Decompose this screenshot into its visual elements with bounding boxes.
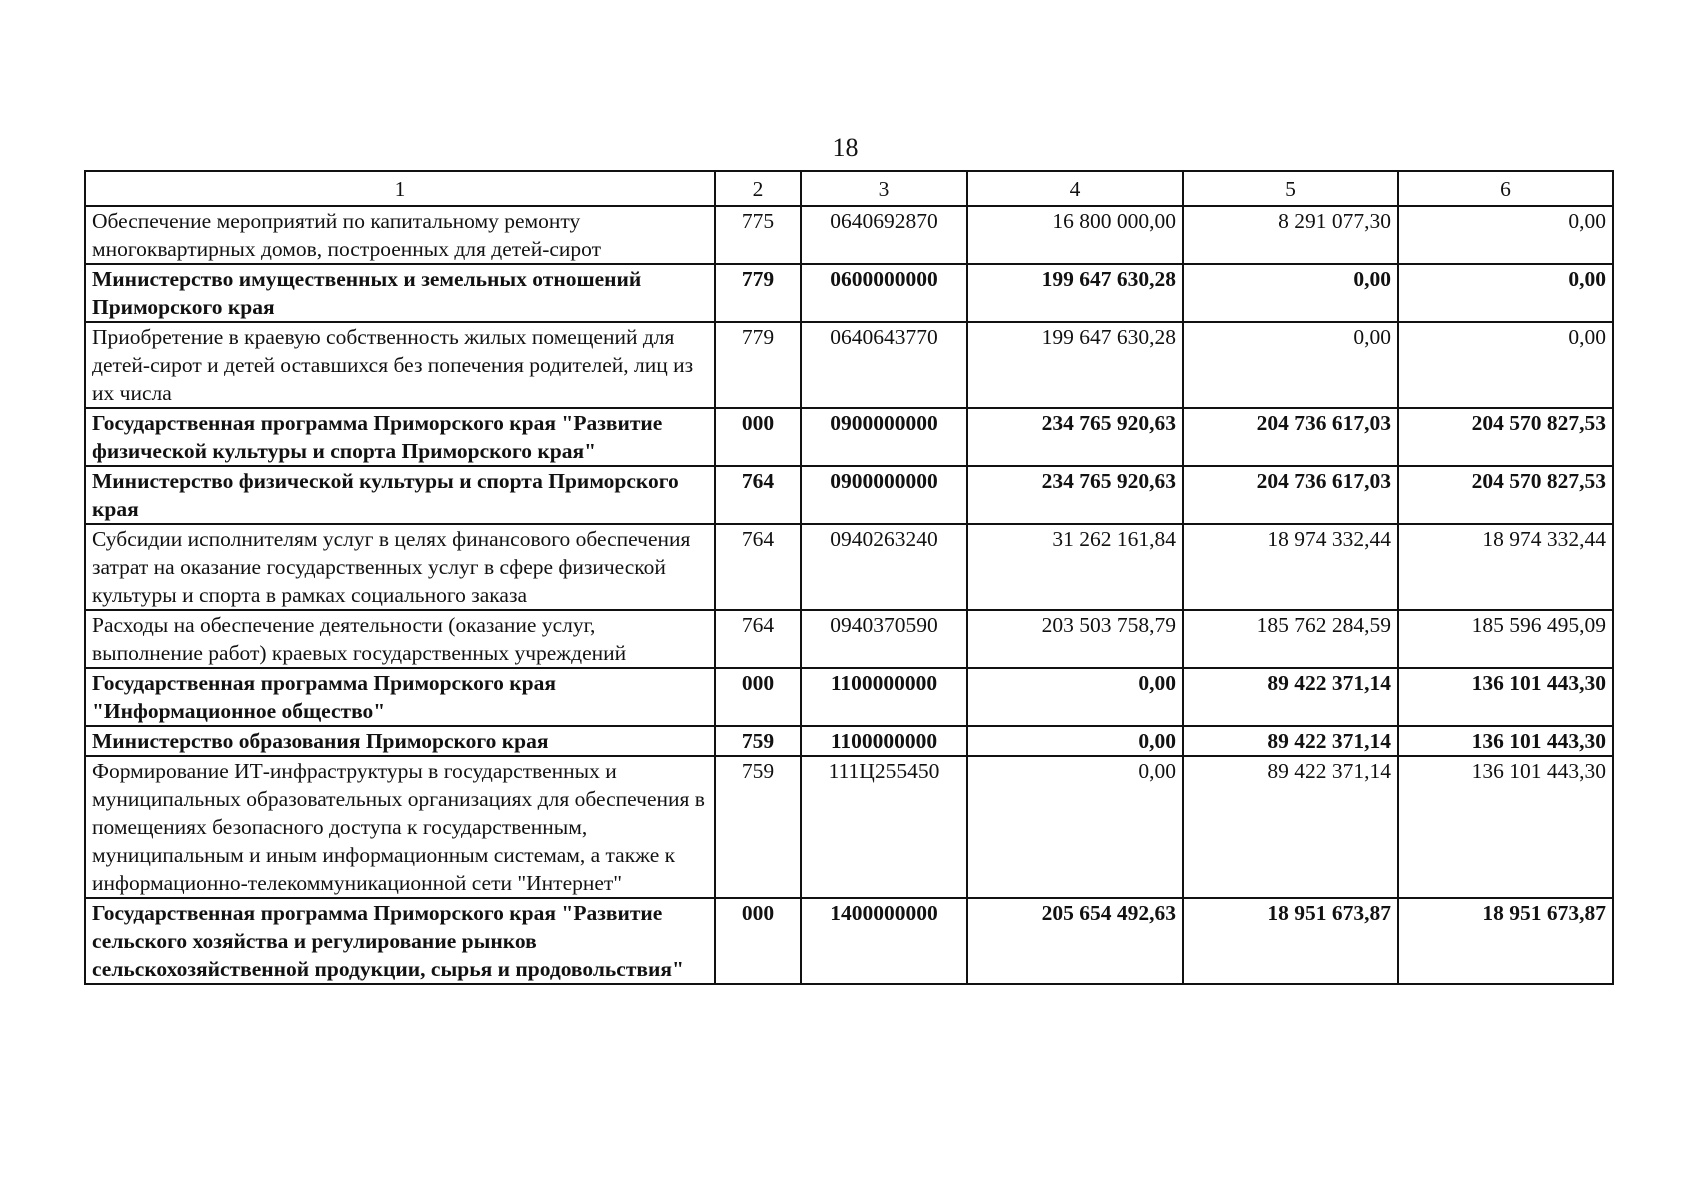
row-target-article: 1100000000: [801, 726, 967, 756]
row-value-col4: 0,00: [967, 726, 1183, 756]
column-header: 6: [1398, 171, 1613, 206]
column-header: 3: [801, 171, 967, 206]
row-target-article: 0640643770: [801, 322, 967, 408]
row-value-col4: 234 765 920,63: [967, 408, 1183, 466]
row-target-article: 0600000000: [801, 264, 967, 322]
table-row: [85, 610, 1613, 668]
row-grbs-code: 000: [715, 898, 801, 984]
row-value-col4: 31 262 161,84: [967, 524, 1183, 610]
row-value-col4: 205 654 492,63: [967, 898, 1183, 984]
row-value-col6: 18 951 673,87: [1398, 898, 1613, 984]
row-grbs-code: 764: [715, 610, 801, 668]
row-value-col4: 234 765 920,63: [967, 466, 1183, 524]
row-grbs-code: 000: [715, 408, 801, 466]
row-name: Обеспечение мероприятий по капитальному ремонту многоквартирных домов, построенных для детей-сирот: [85, 206, 715, 264]
row-value-col5: 0,00: [1183, 264, 1398, 322]
row-name: Субсидии исполнителям услуг в целях финансового обеспечения затрат на оказание государственных услуг в сфере физической культуры и спорта в рамках социального заказа: [85, 524, 715, 610]
row-name: Формирование ИТ-инфраструктуры в государственных и муниципальных образовательных организациях для обеспечения в помещениях безопасного доступа к государственным, муниципальным и иным информационным системам, а также к информационно-телекоммуникационной сети "Интернет": [85, 756, 715, 898]
row-target-article: 1100000000: [801, 668, 967, 726]
table-row: [85, 206, 1613, 264]
budget-table: [84, 170, 1614, 985]
row-value-col5: 204 736 617,03: [1183, 466, 1398, 524]
row-target-article: 0640692870: [801, 206, 967, 264]
row-value-col5: 0,00: [1183, 322, 1398, 408]
row-value-col5: 18 974 332,44: [1183, 524, 1398, 610]
row-grbs-code: 759: [715, 756, 801, 898]
row-name: Министерство образования Приморского края: [85, 726, 715, 756]
row-value-col6: 18 974 332,44: [1398, 524, 1613, 610]
row-target-article: 0900000000: [801, 408, 967, 466]
row-value-col4: 0,00: [967, 668, 1183, 726]
row-target-article: 111Ц255450: [801, 756, 967, 898]
table-row: [85, 668, 1613, 726]
row-value-col6: 136 101 443,30: [1398, 668, 1613, 726]
row-value-col5: 18 951 673,87: [1183, 898, 1398, 984]
table-row: [85, 898, 1613, 984]
row-value-col5: 89 422 371,14: [1183, 668, 1398, 726]
row-grbs-code: 779: [715, 322, 801, 408]
row-grbs-code: 000: [715, 668, 801, 726]
row-name: Расходы на обеспечение деятельности (оказание услуг, выполнение работ) краевых государственных учреждений: [85, 610, 715, 668]
row-name: Государственная программа Приморского края "Развитие физической культуры и спорта Приморского края": [85, 408, 715, 466]
column-header: 4: [967, 171, 1183, 206]
row-value-col6: 185 596 495,09: [1398, 610, 1613, 668]
row-target-article: 0940370590: [801, 610, 967, 668]
row-name: Государственная программа Приморского края "Развитие сельского хозяйства и регулирование рынков сельскохозяйственной продукции, сырья и продовольствия": [85, 898, 715, 984]
row-name: Министерство физической культуры и спорта Приморского края: [85, 466, 715, 524]
row-value-col4: 203 503 758,79: [967, 610, 1183, 668]
row-name: Государственная программа Приморского края "Информационное общество": [85, 668, 715, 726]
row-grbs-code: 764: [715, 524, 801, 610]
row-grbs-code: 779: [715, 264, 801, 322]
column-header: 2: [715, 171, 801, 206]
row-grbs-code: 764: [715, 466, 801, 524]
row-value-col4: 199 647 630,28: [967, 322, 1183, 408]
table-row: [85, 524, 1613, 610]
row-value-col5: 8 291 077,30: [1183, 206, 1398, 264]
table-row: [85, 726, 1613, 756]
table-row: [85, 408, 1613, 466]
row-value-col5: 89 422 371,14: [1183, 726, 1398, 756]
row-grbs-code: 759: [715, 726, 801, 756]
row-grbs-code: 775: [715, 206, 801, 264]
column-header: 1: [85, 171, 715, 206]
header-row: [85, 171, 1613, 206]
row-value-col6: 0,00: [1398, 206, 1613, 264]
row-value-col4: 199 647 630,28: [967, 264, 1183, 322]
row-value-col6: 204 570 827,53: [1398, 466, 1613, 524]
row-value-col5: 185 762 284,59: [1183, 610, 1398, 668]
row-target-article: 1400000000: [801, 898, 967, 984]
page-number: 18: [832, 133, 859, 162]
row-name: Приобретение в краевую собственность жилых помещений для детей-сирот и детей оставшихся без попечения родителей, лиц из их числа: [85, 322, 715, 408]
row-value-col6: 0,00: [1398, 264, 1613, 322]
row-value-col6: 136 101 443,30: [1398, 756, 1613, 898]
row-value-col4: 0,00: [967, 756, 1183, 898]
row-value-col5: 204 736 617,03: [1183, 408, 1398, 466]
row-value-col4: 16 800 000,00: [967, 206, 1183, 264]
table-row: [85, 264, 1613, 322]
row-value-col6: 136 101 443,30: [1398, 726, 1613, 756]
row-value-col6: 204 570 827,53: [1398, 408, 1613, 466]
row-value-col5: 89 422 371,14: [1183, 756, 1398, 898]
table-row: [85, 466, 1613, 524]
table-row: [85, 322, 1613, 408]
table-row: [85, 756, 1613, 898]
row-name: Министерство имущественных и земельных отношений Приморского края: [85, 264, 715, 322]
row-target-article: 0940263240: [801, 524, 967, 610]
column-header: 5: [1183, 171, 1398, 206]
row-value-col6: 0,00: [1398, 322, 1613, 408]
row-target-article: 0900000000: [801, 466, 967, 524]
